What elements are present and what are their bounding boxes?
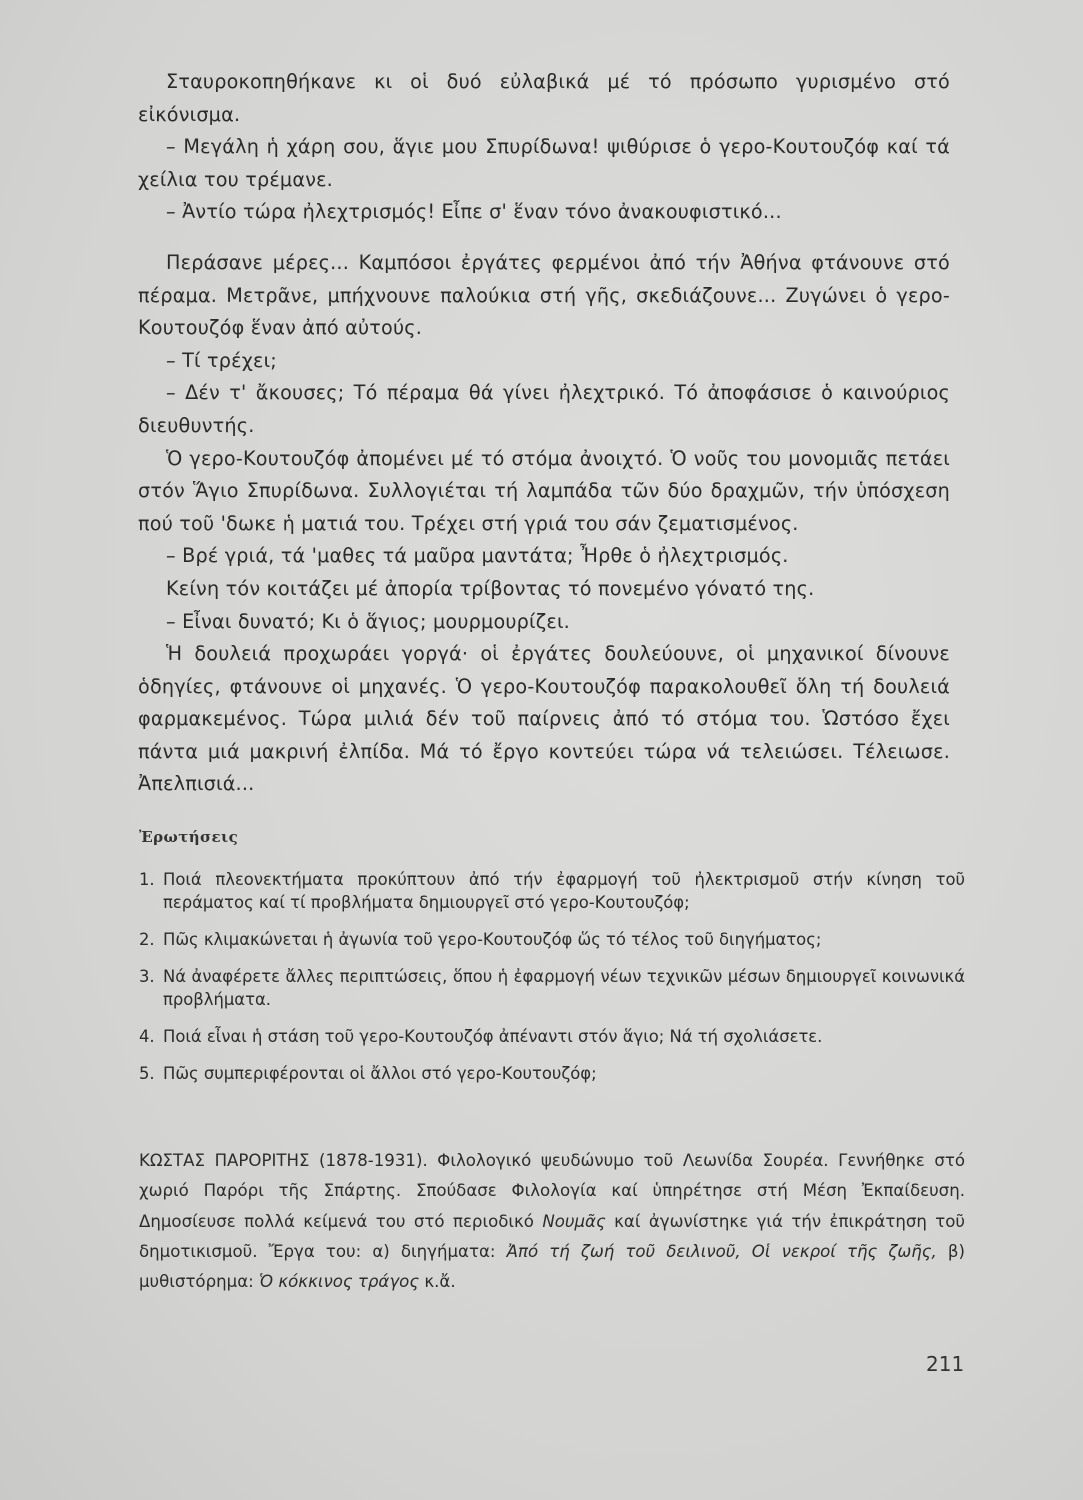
paragraph: Ἡ δουλειά προχωράει γοργά· οἱ ἐργάτες δουλεύουνε, οἱ μηχανικοί δίνουνε ὁδηγίες, φτάνουνε οἱ μηχανές. Ὁ γερο-Κουτουζόφ παρακολουθεῖ ὅλη τή δουλειά φαρμακεμένος. Τώρα μιλιά δέν τοῦ παίρνεις ἀπό τό στόμα του. Ὡστόσο ἔχει πάντα μιά μακρινή ἐλπίδα. Μά τό ἔργο κοντεύει τώρα νά τελειώσει. Τέλειωσε. Ἀπελπισιά... (138, 642, 950, 796)
paragraph: Ὁ γερο-Κουτουζόφ ἀπομένει μέ τό στόμα ἀνοιχτό. Ὁ νοῦς του μονομιᾶς πετάει στόν Ἅγιο Σπυρίδωνα. Συλλογιέται τή λαμπάδα τῶν δύο δραχμῶν, τήν ὑπόσχεση πού τοῦ 'δωκε ἡ ματιά του. Τρέχει στή γριά του σάν ζεματισμένος. (138, 446, 950, 535)
bio-text: κ.ἄ. (424, 1272, 456, 1292)
question-item (139, 928, 965, 951)
question-text: Πῶς κλιμακώνεται ἡ ἀγωνία τοῦ γερο-Κουτουζόφ ὥς τό τέλος τοῦ διηγήματος; (163, 930, 822, 949)
question-text: Πῶς συμπεριφέρονται οἱ ἄλλοι στό γερο-Κουτουζόφ; (163, 1064, 597, 1083)
questions-list (139, 868, 965, 1099)
question-item (139, 868, 965, 914)
story-text (138, 66, 950, 801)
work-title: Ἀπό τή ζωή τοῦ δειλινοῦ, Οἱ νεκροί τῆς ζωῆς, (506, 1241, 937, 1261)
question-text: Νά ἀναφέρετε ἄλλες περιπτώσεις, ὅπου ἡ ἐφαρμογή νέων τεχνικῶν μέσων δημιουργεῖ κοινωνικά προβλήματα. (163, 967, 965, 1009)
author-name: ΚΩΣΤΑΣ ΠΑΡΟΡΙΤΗΣ (139, 1151, 310, 1170)
question-number: 5. (139, 1064, 155, 1083)
question-item (139, 965, 965, 1011)
work-title: Ὁ κόκκινος τράγος (259, 1272, 420, 1292)
question-number: 2. (139, 930, 155, 949)
dialogue-line: – Δέν τ' ἄκουσες; Τό πέραμα θά γίνει ἠλεχτρικό. Τό ἀποφάσισε ὁ καινούριος διευθυντής. (138, 381, 950, 437)
question-text: Ποιά πλεονεκτήματα προκύπτουν ἀπό τήν ἐφαρμογή τοῦ ἠλεκτρισμοῦ στήν κίνηση τοῦ περάματος καί τί προβλήματα δημιουργεῖ στό γερο-Κουτουζόφ; (163, 870, 965, 912)
question-number: 1. (139, 870, 155, 889)
question-number: 3. (139, 967, 155, 986)
question-item (139, 1062, 965, 1085)
dialogue-line: – Εἶναι δυνατό; Κι ὁ ἅγιος; μουρμουρίζει. (166, 609, 570, 633)
question-number: 4. (139, 1027, 155, 1046)
paragraph: Κείνη τόν κοιτάζει μέ ἀπορία τρίβοντας τό πονεμένο γόνατό της. (166, 576, 815, 600)
journal-title: Νουμᾶς (542, 1211, 606, 1231)
author-bio (139, 1146, 965, 1297)
paragraph: Σταυροκοπηθήκανε κι οἱ δυό εὐλαβικά μέ τό πρόσωπο γυρισμένο στό εἰκόνισμα. (138, 70, 950, 126)
dialogue-line: – Ἀντίο τώρα ἠλεχτρισμός! Εἶπε σ' ἕναν τόνο ἀνακουφιστικό... (166, 200, 782, 224)
author-years: (1878-1931). (319, 1151, 428, 1170)
dialogue-line: – Βρέ γριά, τά 'μαθες τά μαῦρα μαντάτα; Ἦρθε ὁ ἠλεχτρισμός. (166, 544, 789, 568)
bio-text: Φιλολογικό ψευδώνυμο τοῦ Λεωνίδα Σουρέα. Γεννήθηκε στό χωριό Παρόρι τῆς Σπάρτης. Σπούδασε Φιλολογία καί ὑπηρέτησε στή Μέση Ἐκπαίδευση. Δημοσίευσε πολλά κείμενά του στό περιοδικό (139, 1151, 965, 1231)
bio-text: β) μυθιστόρημα: (139, 1241, 965, 1292)
paragraph: Περάσανε μέρες... Καμπόσοι ἐργάτες φερμένοι ἀπό τήν Ἀθήνα φτάνουνε στό πέραμα. Μετρᾶνε, μπήχνουνε παλούκια στή γῆς, σκεδιάζουνε... Ζυγώνει ὁ γερο-Κουτουζόφ ἕναν ἀπό αὐτούς. (138, 250, 950, 340)
dialogue-line: – Μεγάλη ἡ χάρη σου, ἅγιε μου Σπυρίδωνα! ψιθύρισε ὁ γερο-Κουτουζόφ καί τά χείλια του τρέμανε. (138, 135, 950, 191)
question-text: Ποιά εἶναι ἡ στάση τοῦ γερο-Κουτουζόφ ἀπέναντι στόν ἅγιο; Νά τή σχολιάσετε. (163, 1027, 823, 1046)
bio-text: καί ἀγωνίστηκε γιά τήν ἐπικράτηση τοῦ δημοτικισμοῦ. Ἔργα του: α) διηγήματα: (139, 1211, 966, 1261)
dialogue-line: – Τί τρέχει; (166, 348, 277, 372)
question-item (139, 1025, 965, 1048)
questions-heading: Ἐρωτήσεις (139, 828, 239, 846)
page-number: 211 (926, 1352, 965, 1376)
